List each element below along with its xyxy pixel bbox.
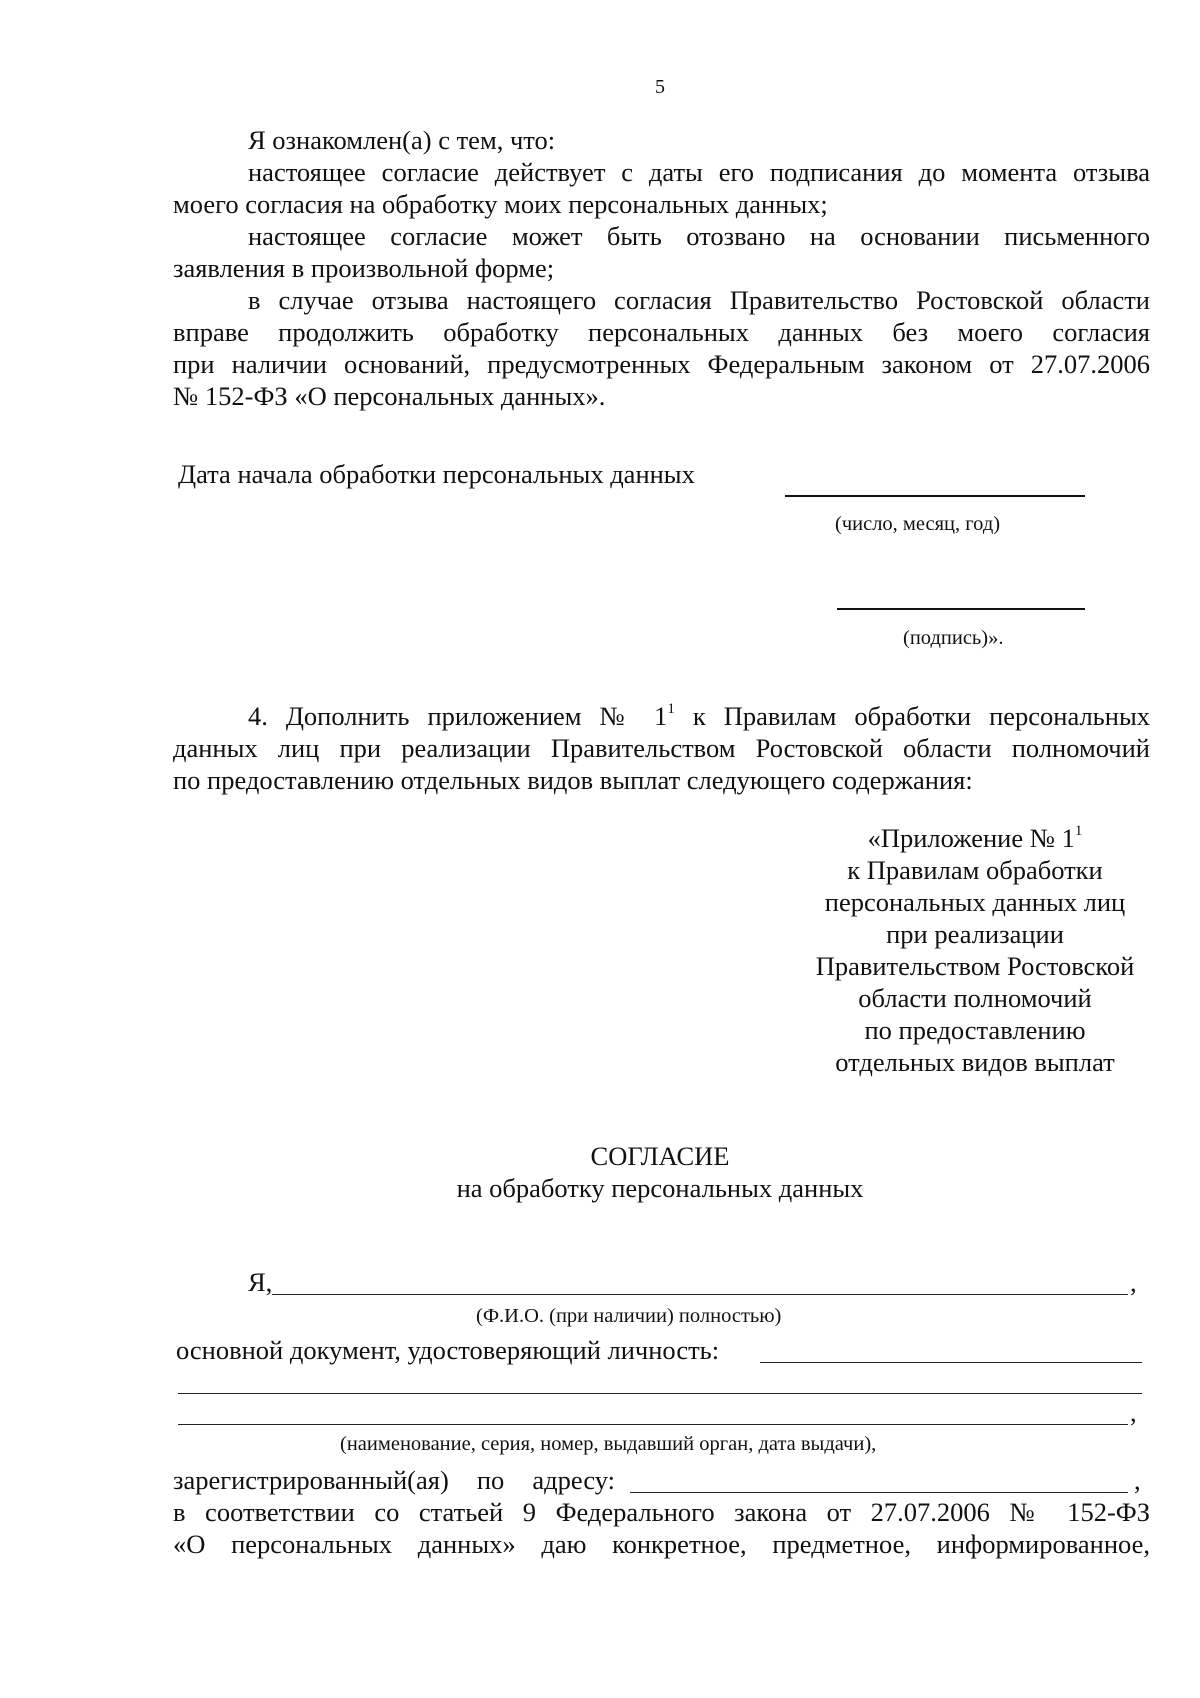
appendix-header-line5: Правительством Ростовской: [815, 951, 1135, 981]
section4-line1-part-b: к Правилам обработки персональных: [674, 701, 1150, 731]
address-label: зарегистрированный(ая) по адресу:: [173, 1465, 615, 1495]
law-line1: в соответствии со статьей 9 Федерального закона от 27.07.2006 № 152-ФЗ: [173, 1497, 1150, 1527]
doc-caption: (наименование, серия, номер, выдавший орган, дата выдачи),: [340, 1433, 877, 1455]
doc-comma: ,: [1130, 1397, 1137, 1427]
page-number: 5: [655, 76, 665, 98]
ack-item1-line1: настоящее согласие действует с даты его подписания до момента отзыва: [248, 157, 1150, 187]
ack-item2-line2: заявления в произвольной форме;: [173, 253, 555, 283]
section4-line2: данных лиц при реализации Правительством Ростовской области полномочий: [173, 733, 1150, 763]
appendix-header-line1: «Приложение № $1^1$: [867, 823, 1083, 853]
ack-item2-line1: настоящее согласие может быть отозвано на основании письменного: [248, 221, 1150, 251]
law-line2: «О персональных данных» даю конкретное, предметное, информированное,: [173, 1529, 1150, 1559]
date-caption: (число, месяц, год): [835, 513, 1001, 535]
acknowledgment-intro: Я ознакомлен(а) с тем, что:: [248, 125, 556, 155]
ack-item3-line1: в случае отзыва настоящего согласия Правительство Ростовской области: [248, 285, 1150, 315]
appendix-header-line4: при реализации: [886, 919, 1064, 949]
appendix-header-line6: области полномочий: [858, 983, 1092, 1013]
section4-line1-part-a: 4. Дополнить приложением № 1: [248, 701, 668, 731]
signature-caption: (подпись)».: [903, 627, 1004, 649]
ack-item3-line3: при наличии оснований, предусмотренных Федеральным законом от 27.07.2006: [173, 349, 1150, 379]
appendix-header-line3: персональных данных лиц: [824, 887, 1126, 917]
appendix-header-line7: по предоставлению: [864, 1015, 1086, 1045]
doc-line-1: [760, 1362, 1142, 1363]
date-signature-line: [785, 495, 1085, 497]
consent-title: СОГЛАСИЕ: [590, 1141, 730, 1171]
ack-item1-line2: моего согласия на обработку моих персональных данных;: [173, 189, 828, 219]
address-line: [630, 1492, 1128, 1493]
section4-line1: [248, 700, 1150, 732]
consent-subtitle: на обработку персональных данных: [456, 1173, 864, 1203]
address-comma: ,: [1134, 1465, 1141, 1495]
form-i-label: Я,: [248, 1267, 273, 1297]
fio-caption: (Ф.И.О. (при наличии) полностью): [476, 1305, 782, 1327]
section4-line3: по предоставлению отдельных видов выплат следующего содержания:: [173, 765, 973, 795]
processing-start-label: Дата начала обработки персональных данных: [178, 459, 695, 489]
fio-comma: ,: [1130, 1267, 1137, 1297]
doc-line-3: [178, 1424, 1128, 1425]
signature-line: [837, 608, 1085, 610]
fio-line: [272, 1294, 1128, 1295]
appendix-header-line8: отдельных видов выплат: [835, 1047, 1115, 1077]
ack-item3-line4: № 152-ФЗ «О персональных данных».: [173, 381, 606, 411]
ack-item3-line2: вправе продолжить обработку персональных данных без моего согласия: [173, 317, 1150, 347]
appendix-header-line2: к Правилам обработки: [847, 855, 1103, 885]
appendix-superscript: 1: [1074, 823, 1083, 840]
doc-label: основной документ, удостоверяющий личность:: [176, 1335, 720, 1365]
section4-superscript: 1: [667, 701, 675, 718]
doc-line-2: [178, 1393, 1142, 1394]
